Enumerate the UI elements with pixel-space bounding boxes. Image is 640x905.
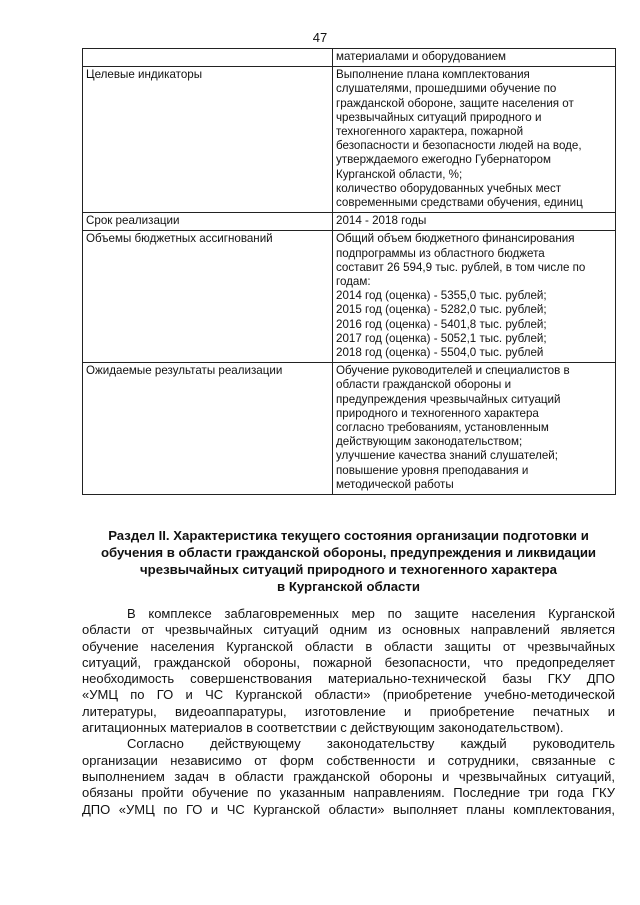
- value-line: предупреждения чрезвычайных ситуаций: [336, 392, 561, 406]
- row-value: [333, 213, 616, 231]
- value-line: количество оборудованных учебных мест: [336, 181, 562, 195]
- value-line: 2016 год (оценка) - 5401,8 тыс. рублей;: [336, 317, 547, 331]
- value-line: 2014 год (оценка) - 5355,0 тыс. рублей;: [336, 289, 547, 303]
- value-line: утверждаемого ежегодно Губернатором: [336, 153, 551, 167]
- paragraph-line: Согласно действующему законодательству каждый руководитель: [127, 736, 615, 752]
- paragraph-line: «УМЦ по ГО и ЧС Курганской области» (приобретение учебно-методической: [82, 687, 615, 703]
- value-line: современными средствами обучения, единиц: [336, 196, 583, 210]
- row-label: Объемы бюджетных ассигнований: [83, 231, 333, 363]
- table-row: [83, 213, 616, 231]
- section-title-line: чрезвычайных ситуаций природного и техногенного характера: [140, 562, 557, 577]
- section-title-line: в Курганской области: [277, 579, 420, 594]
- value-line: Выполнение плана комплектования: [336, 68, 530, 82]
- value-line: Обучение руководителей и специалистов в: [336, 364, 570, 378]
- value-line: безопасности и безопасности людей на воде,: [336, 139, 582, 153]
- value-line: 2014 - 2018 годы: [336, 214, 427, 228]
- row-label: Срок реализации: [83, 213, 333, 231]
- paragraph-line: обязаны пройти обучение по указанным направлениям. Последние три года ГКУ: [82, 785, 615, 801]
- section-title: [82, 527, 615, 595]
- row-value: [333, 49, 616, 67]
- section-title-line: Раздел II. Характеристика текущего состояния организации подготовки и: [108, 528, 589, 543]
- value-line: Общий объем бюджетного финансирования: [336, 232, 575, 246]
- section-title-line: обучения в области гражданской обороны, предупреждения и ликвидации: [100, 545, 597, 560]
- row-value: [333, 363, 616, 495]
- paragraph-line: организации независимо от форм собственности и сотрудники, связанные с: [82, 752, 615, 768]
- value-line: слушателями, прошедшими обучение по: [336, 82, 557, 96]
- paragraph-line: обучение населения Курганской области в области защиты от чрезвычайных: [82, 638, 615, 654]
- paragraph-line: области от чрезвычайных ситуаций одним из основных направлений является: [82, 622, 615, 638]
- paragraph-line: агитационных материалов в соответствии с действующим законодательством).: [82, 720, 564, 736]
- paragraph-line: В комплексе заблаговременных мер по защите населения Курганской: [127, 606, 615, 621]
- row-label: [83, 49, 333, 67]
- table-row: [83, 363, 616, 495]
- paragraph-line: литературы, видеоаппаратуры, изготовление и приобретение печатных и: [82, 703, 615, 719]
- table-row: [83, 67, 616, 213]
- value-line: природного и техногенного характера: [336, 406, 539, 420]
- paragraph-line: выполнением задач в области гражданской обороны и чрезвычайных ситуаций,: [82, 768, 615, 784]
- value-line: материалами и оборудованием: [336, 50, 506, 63]
- value-line: гражданской обороне, защите населения от: [336, 96, 574, 110]
- value-line: подпрограммы из областного бюджета: [336, 246, 545, 260]
- page-number: 47: [312, 30, 328, 45]
- value-line: действующим законодательством;: [336, 435, 523, 449]
- body-text: [82, 606, 615, 818]
- paragraph-line: ситуаций, гражданской обороны, пожарной безопасности, что предопределяет: [82, 654, 615, 670]
- table-row: [83, 49, 616, 67]
- value-line: методической работы: [336, 477, 454, 491]
- value-line: 2018 год (оценка) - 5504,0 тыс. рублей: [336, 346, 544, 360]
- value-line: Курганской области, %;: [336, 167, 463, 181]
- row-value: [333, 67, 616, 213]
- program-passport-table: [82, 48, 616, 495]
- value-line: улучшение качества знаний слушателей;: [336, 449, 559, 463]
- value-line: согласно требованиям, установленным: [336, 421, 549, 435]
- table-row: [83, 231, 616, 363]
- row-label: Ожидаемые результаты реализации: [83, 363, 333, 495]
- paragraph-line: необходимость совершенствования материально-технической базы ГКУ ДПО: [82, 671, 615, 687]
- paragraph-line: ДПО «УМЦ по ГО и ЧС Курганской области» выполняет планы комплектования,: [82, 801, 615, 817]
- value-line: 2017 год (оценка) - 5052,1 тыс. рублей;: [336, 331, 547, 345]
- value-line: годам:: [336, 275, 371, 289]
- value-line: техногенного характера, пожарной: [336, 125, 524, 139]
- value-line: области гражданской обороны и: [336, 378, 512, 392]
- value-line: чрезвычайных ситуаций природного и: [336, 110, 542, 124]
- row-label: Целевые индикаторы: [83, 67, 333, 213]
- value-line: повышение уровня преподавания и: [336, 463, 529, 477]
- value-line: составит 26 594,9 тыс. рублей, в том числе по: [336, 260, 586, 274]
- value-line: 2015 год (оценка) - 5282,0 тыс. рублей;: [336, 303, 547, 317]
- row-value: [333, 231, 616, 363]
